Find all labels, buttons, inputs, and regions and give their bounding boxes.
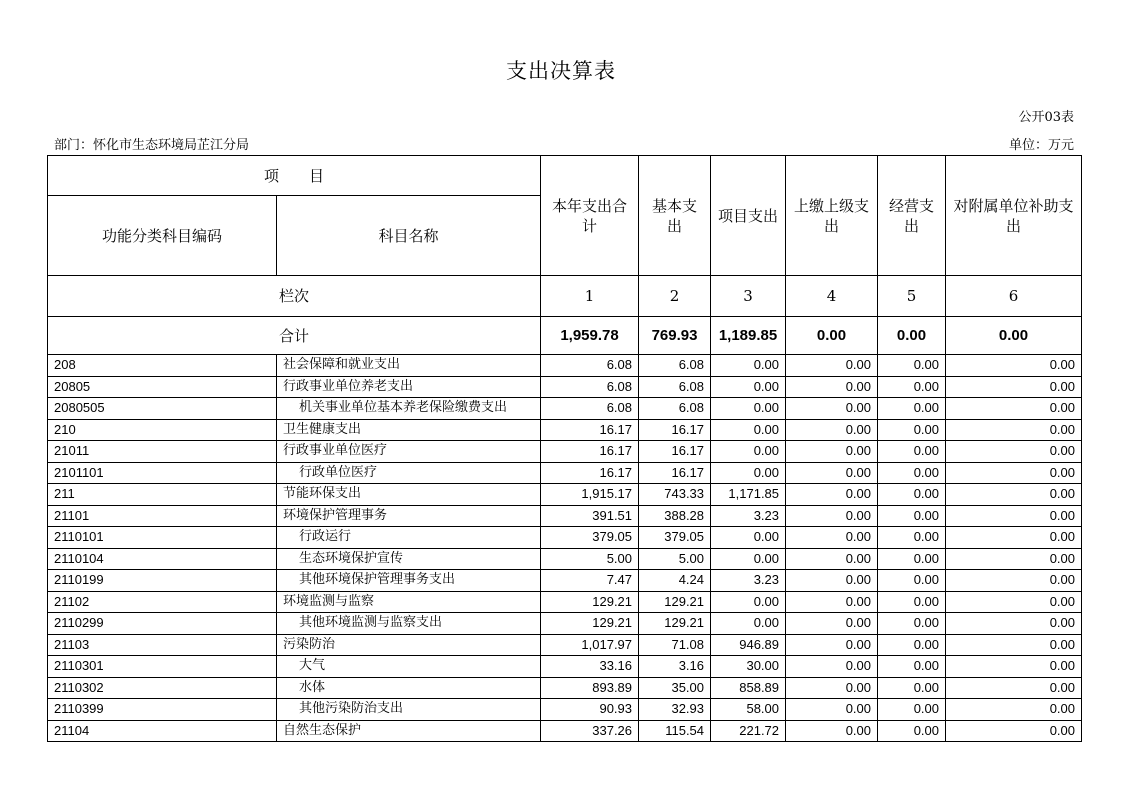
amount-cell: 16.17: [541, 441, 639, 463]
amount-cell: 0.00: [711, 376, 786, 398]
amount-cell: 58.00: [711, 699, 786, 721]
amount-cell: 0.00: [946, 355, 1082, 377]
table-row: [48, 527, 1082, 549]
header-project-expenditure: 项目支出: [711, 156, 786, 276]
amount-cell: 16.17: [541, 462, 639, 484]
amount-cell: 0.00: [786, 505, 878, 527]
amount-cell: 0.00: [711, 527, 786, 549]
table-row: [48, 462, 1082, 484]
header-code: 功能分类科目编码: [48, 196, 277, 276]
amount-cell: 129.21: [639, 613, 711, 635]
amount-cell: 0.00: [946, 484, 1082, 506]
amount-cell: 0.00: [786, 677, 878, 699]
table-row: [48, 677, 1082, 699]
lanci-number: 1: [541, 276, 639, 317]
amount-cell: 221.72: [711, 720, 786, 742]
subject-name: 行政单位医疗: [277, 462, 541, 484]
amount-cell: 32.93: [639, 699, 711, 721]
subject-code: 21103: [48, 634, 277, 656]
amount-cell: 0.00: [878, 720, 946, 742]
total-row: [48, 317, 1082, 355]
amount-cell: 3.16: [639, 656, 711, 678]
amount-cell: 6.08: [639, 376, 711, 398]
department-label: 部门：怀化市生态环境局芷江分局: [54, 138, 250, 153]
amount-cell: 16.17: [639, 441, 711, 463]
page-title: 支出决算表: [506, 59, 616, 83]
header-operating-expenditure: 经营支出: [878, 156, 946, 276]
amount-cell: 0.00: [711, 462, 786, 484]
amount-cell: 743.33: [639, 484, 711, 506]
amount-cell: 388.28: [639, 505, 711, 527]
total-value: 1,959.78: [541, 317, 639, 355]
amount-cell: 16.17: [639, 462, 711, 484]
amount-cell: 90.93: [541, 699, 639, 721]
amount-cell: 0.00: [878, 570, 946, 592]
amount-cell: 1,171.85: [711, 484, 786, 506]
amount-cell: 379.05: [541, 527, 639, 549]
lanci-label: 栏次: [48, 276, 541, 317]
amount-cell: 0.00: [711, 441, 786, 463]
table-row: [48, 355, 1082, 377]
table-row: [48, 591, 1082, 613]
table-row: [48, 720, 1082, 742]
amount-cell: 6.08: [639, 398, 711, 420]
table-row: [48, 419, 1082, 441]
total-value: 769.93: [639, 317, 711, 355]
subject-name: 自然生态保护: [277, 720, 541, 742]
subject-code: 2110299: [48, 613, 277, 635]
subject-name: 节能环保支出: [277, 484, 541, 506]
amount-cell: 0.00: [711, 548, 786, 570]
table-row: [48, 505, 1082, 527]
subject-code: 211: [48, 484, 277, 506]
subject-name: 其他污染防治支出: [277, 699, 541, 721]
header-subsidiary-subsidy: 对附属单位补助支出: [946, 156, 1082, 276]
amount-cell: 893.89: [541, 677, 639, 699]
amount-cell: 16.17: [541, 419, 639, 441]
amount-cell: 0.00: [711, 355, 786, 377]
amount-cell: 0.00: [946, 656, 1082, 678]
table-row: [48, 613, 1082, 635]
form-number: 公开03表: [1018, 110, 1074, 125]
amount-cell: 0.00: [878, 484, 946, 506]
amount-cell: 5.00: [541, 548, 639, 570]
amount-cell: 391.51: [541, 505, 639, 527]
amount-cell: 5.00: [639, 548, 711, 570]
subject-name: 行政事业单位医疗: [277, 441, 541, 463]
amount-cell: 0.00: [946, 527, 1082, 549]
amount-cell: 0.00: [946, 720, 1082, 742]
amount-cell: 0.00: [786, 484, 878, 506]
amount-cell: 0.00: [786, 527, 878, 549]
amount-cell: 6.08: [541, 376, 639, 398]
amount-cell: 946.89: [711, 634, 786, 656]
subject-code: 2101101: [48, 462, 277, 484]
subject-code: 20805: [48, 376, 277, 398]
subject-name: 环境保护管理事务: [277, 505, 541, 527]
subject-code: 21104: [48, 720, 277, 742]
amount-cell: 1,017.97: [541, 634, 639, 656]
amount-cell: 4.24: [639, 570, 711, 592]
subject-name: 大气: [277, 656, 541, 678]
subject-code: 2110199: [48, 570, 277, 592]
subject-code: 2110302: [48, 677, 277, 699]
amount-cell: 0.00: [878, 699, 946, 721]
amount-cell: 0.00: [878, 376, 946, 398]
total-value: 0.00: [946, 317, 1082, 355]
table-row: [48, 376, 1082, 398]
amount-cell: 30.00: [711, 656, 786, 678]
lanci-number: 3: [711, 276, 786, 317]
amount-cell: 115.54: [639, 720, 711, 742]
amount-cell: 0.00: [946, 634, 1082, 656]
header-basic-expenditure: 基本支出: [639, 156, 711, 276]
amount-cell: 6.08: [541, 398, 639, 420]
header-total-expenditure: 本年支出合计: [541, 156, 639, 276]
amount-cell: 0.00: [946, 419, 1082, 441]
table-row: [48, 656, 1082, 678]
table-row: [48, 441, 1082, 463]
subject-name: 污染防治: [277, 634, 541, 656]
subject-name: 其他环境保护管理事务支出: [277, 570, 541, 592]
unit-label: 单位：万元: [1008, 138, 1074, 153]
amount-cell: 0.00: [786, 376, 878, 398]
table-row: [48, 634, 1082, 656]
amount-cell: 0.00: [946, 462, 1082, 484]
amount-cell: 0.00: [711, 398, 786, 420]
amount-cell: 0.00: [946, 441, 1082, 463]
amount-cell: 0.00: [786, 570, 878, 592]
amount-cell: 0.00: [946, 677, 1082, 699]
amount-cell: 0.00: [946, 505, 1082, 527]
amount-cell: 129.21: [541, 613, 639, 635]
amount-cell: 0.00: [878, 398, 946, 420]
table-row: [48, 484, 1082, 506]
amount-cell: 0.00: [878, 634, 946, 656]
total-label: 合计: [48, 317, 541, 355]
table-row: [48, 398, 1082, 420]
subject-code: 2110399: [48, 699, 277, 721]
amount-cell: 0.00: [711, 591, 786, 613]
subject-code: 2110101: [48, 527, 277, 549]
amount-cell: 0.00: [711, 613, 786, 635]
amount-cell: 0.00: [711, 419, 786, 441]
amount-cell: 0.00: [786, 656, 878, 678]
amount-cell: 0.00: [878, 527, 946, 549]
amount-cell: 0.00: [878, 677, 946, 699]
amount-cell: 0.00: [786, 699, 878, 721]
amount-cell: 0.00: [946, 699, 1082, 721]
total-value: 0.00: [786, 317, 878, 355]
subject-code: 2110104: [48, 548, 277, 570]
header-name: 科目名称: [277, 196, 541, 276]
amount-cell: 1,915.17: [541, 484, 639, 506]
amount-cell: 71.08: [639, 634, 711, 656]
amount-cell: 129.21: [541, 591, 639, 613]
amount-cell: 0.00: [946, 376, 1082, 398]
amount-cell: 7.47: [541, 570, 639, 592]
amount-cell: 0.00: [878, 462, 946, 484]
total-value: 0.00: [878, 317, 946, 355]
subject-name: 机关事业单位基本养老保险缴费支出: [277, 398, 541, 420]
subject-code: 2110301: [48, 656, 277, 678]
amount-cell: 0.00: [786, 548, 878, 570]
lanci-number: 5: [878, 276, 946, 317]
amount-cell: 379.05: [639, 527, 711, 549]
amount-cell: 3.23: [711, 570, 786, 592]
amount-cell: 0.00: [946, 570, 1082, 592]
amount-cell: 0.00: [786, 591, 878, 613]
amount-cell: 0.00: [878, 656, 946, 678]
amount-cell: 0.00: [786, 398, 878, 420]
amount-cell: 35.00: [639, 677, 711, 699]
subject-code: 21011: [48, 441, 277, 463]
amount-cell: 0.00: [878, 355, 946, 377]
subject-name: 卫生健康支出: [277, 419, 541, 441]
subject-name: 行政事业单位养老支出: [277, 376, 541, 398]
lanci-number: 4: [786, 276, 878, 317]
amount-cell: 0.00: [786, 720, 878, 742]
subject-name: 社会保障和就业支出: [277, 355, 541, 377]
header-upper-payment: 上缴上级支出: [786, 156, 878, 276]
amount-cell: 0.00: [786, 355, 878, 377]
header-item: 项 目: [48, 156, 541, 196]
amount-cell: 0.00: [878, 505, 946, 527]
subject-name: 环境监测与监察: [277, 591, 541, 613]
amount-cell: 0.00: [946, 398, 1082, 420]
lanci-number: 2: [639, 276, 711, 317]
subject-name: 水体: [277, 677, 541, 699]
expenditure-table: [47, 155, 1082, 742]
amount-cell: 0.00: [878, 441, 946, 463]
amount-cell: 0.00: [946, 613, 1082, 635]
amount-cell: 6.08: [541, 355, 639, 377]
subject-name: 生态环境保护宣传: [277, 548, 541, 570]
table-row: [48, 699, 1082, 721]
subject-name: 行政运行: [277, 527, 541, 549]
subject-name: 其他环境监测与监察支出: [277, 613, 541, 635]
amount-cell: 0.00: [786, 634, 878, 656]
table-row: [48, 570, 1082, 592]
amount-cell: 858.89: [711, 677, 786, 699]
amount-cell: 3.23: [711, 505, 786, 527]
amount-cell: 0.00: [878, 419, 946, 441]
lanci-number: 6: [946, 276, 1082, 317]
amount-cell: 0.00: [878, 591, 946, 613]
amount-cell: 0.00: [878, 613, 946, 635]
subject-code: 21101: [48, 505, 277, 527]
table-row: [48, 548, 1082, 570]
amount-cell: 0.00: [878, 548, 946, 570]
amount-cell: 0.00: [786, 419, 878, 441]
amount-cell: 0.00: [946, 591, 1082, 613]
subject-code: 208: [48, 355, 277, 377]
amount-cell: 129.21: [639, 591, 711, 613]
subject-code: 21102: [48, 591, 277, 613]
amount-cell: 0.00: [786, 462, 878, 484]
amount-cell: 337.26: [541, 720, 639, 742]
total-value: 1,189.85: [711, 317, 786, 355]
subject-code: 2080505: [48, 398, 277, 420]
subject-code: 210: [48, 419, 277, 441]
amount-cell: 6.08: [639, 355, 711, 377]
amount-cell: 0.00: [786, 441, 878, 463]
amount-cell: 0.00: [786, 613, 878, 635]
amount-cell: 0.00: [946, 548, 1082, 570]
amount-cell: 16.17: [639, 419, 711, 441]
amount-cell: 33.16: [541, 656, 639, 678]
